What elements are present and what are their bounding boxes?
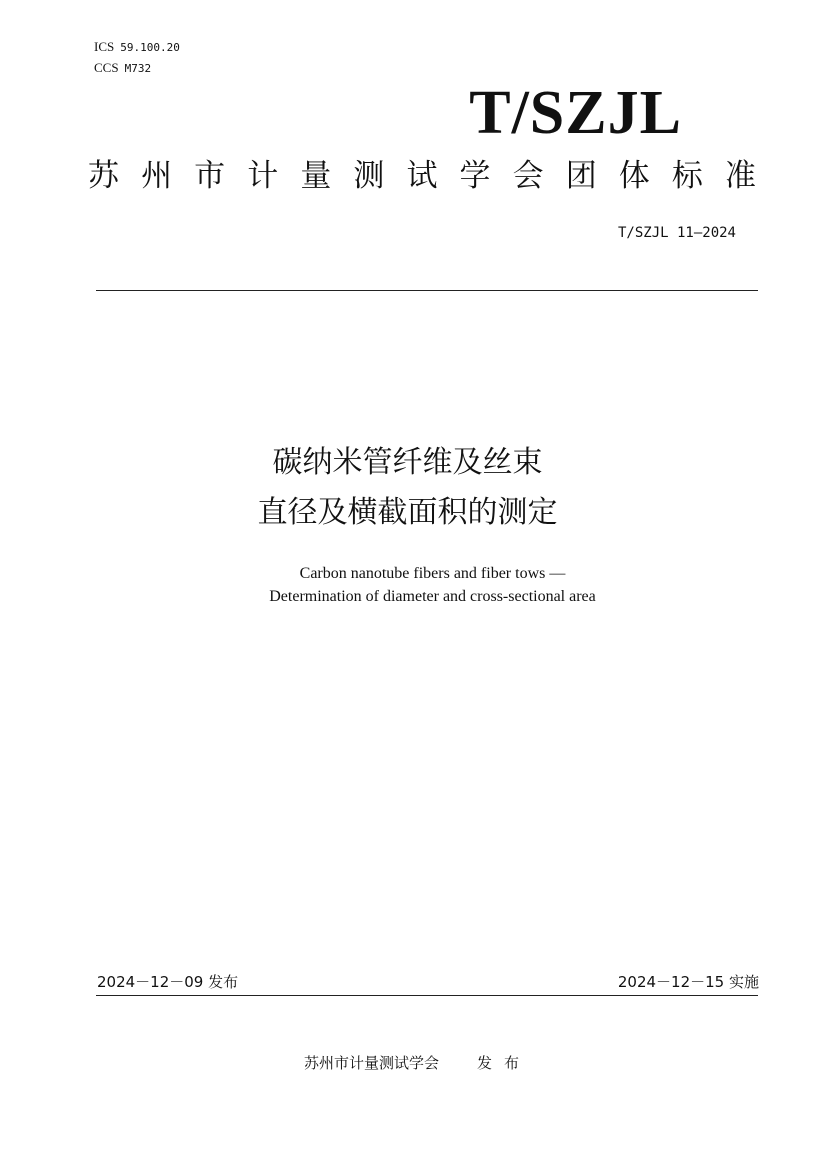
ccs-value: M732 <box>124 62 152 75</box>
standard-number: T/SZJL 11—2024 <box>617 225 736 241</box>
top-divider <box>96 290 758 291</box>
standard-type-char: 准 <box>724 158 756 194</box>
ics-label: ICS <box>94 39 115 54</box>
issuer-line <box>0 1053 815 1073</box>
title-en-line-2: Determination of diameter and cross-sectional area <box>269 588 596 605</box>
standard-type-char: 标 <box>671 158 703 194</box>
issuer-action: 发布 <box>477 1054 532 1072</box>
standard-type-char: 体 <box>618 158 650 194</box>
ics-code <box>94 40 180 55</box>
bottom-divider <box>96 995 758 996</box>
standard-type-char: 量 <box>300 158 332 194</box>
ccs-code <box>94 61 151 76</box>
standard-type-char: 市 <box>194 158 226 194</box>
standard-type-char: 会 <box>512 158 544 194</box>
standard-type-char: 试 <box>406 158 438 194</box>
standard-type-char: 计 <box>247 158 279 194</box>
issue-date: 2024－12－09 发布 <box>97 973 239 991</box>
implementation-date: 2024－12－15 实施 <box>617 973 759 991</box>
issuer-name: 苏州市计量测试学会 <box>303 1054 439 1072</box>
standard-type-char: 学 <box>459 158 491 194</box>
ics-value: 59.100.20 <box>120 41 180 54</box>
title-zh-line-1: 碳纳米管纤维及丝束 <box>272 445 543 480</box>
standard-type-char: 苏 <box>88 158 119 194</box>
standard-type-char: 测 <box>353 158 385 194</box>
ccs-label: CCS <box>94 60 119 75</box>
organization-logo: T/SZJL <box>469 79 682 147</box>
standard-type-char: 州 <box>141 158 173 194</box>
title-zh-line-2: 直径及横截面积的测定 <box>257 495 558 530</box>
standard-type-heading <box>88 156 756 196</box>
title-en-line-1: Carbon nanotube fibers and fiber tows — <box>299 565 566 582</box>
standard-type-char: 团 <box>565 158 597 194</box>
